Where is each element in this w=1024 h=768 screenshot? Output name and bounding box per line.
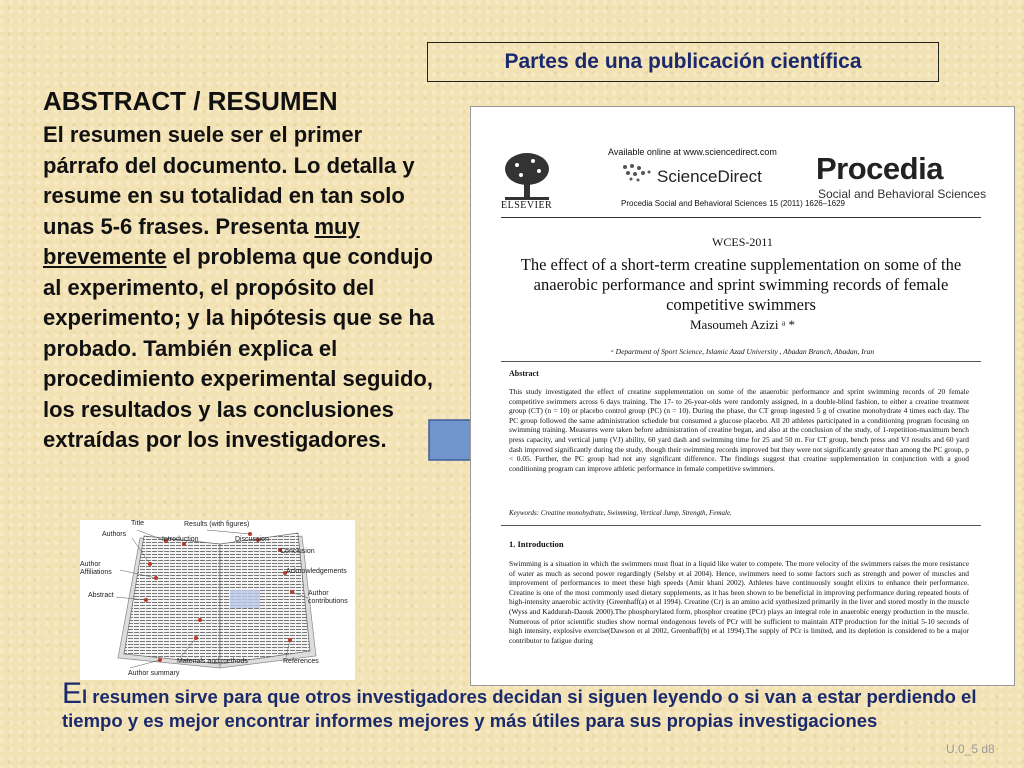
paper-intro-text: Swimming is a situation in which the swimmers must float in a liquid like water to compete. The more velocity of the swimmers raises the more resistance of water as much as second power regardingly (Selsby et al 2004). Hence, swimmers need to some factors such as strength and power of muscles and improvement of performances to meet these high speeds (Amir khani 2002). Athletes have continuously sought elixirs to enhance their performance. Creatine is one of the most commonly used dietary supplements, as it has been shown to be beneficial in improving performance during repeated bouts of high-intensity anaerobic activity (Greenhaff(a) et al 1994). Creatine (Cr) is an amino acid synthesized primarily in the liver and stored mostly in the muscle (Wyss and Kaddurah-Daouk 2000).The phosphorylated form, phosphor creatine (PCr) plays an integral role in anaerobic energy production in the muscle. Numerous of prior scientific studies show normal endogenous levels of PCr will be sufficient to maintain ATP production for the initial 5-10 seconds of high intensity, explosive exercise(Dawson et al 2002, Greenhaff(b) et al 1994).The supply of PCr is limited, and its depletion is considered to be a major contributor to fatigue during bbox=[509, 559, 969, 645]
body-text-underlined: muy brevemente bbox=[43, 213, 360, 269]
label-acknowledgements: Acknowledgements bbox=[286, 568, 347, 575]
abstract-description bbox=[43, 120, 438, 456]
label-title: Title bbox=[131, 520, 144, 527]
paper-journal-citation: Procedia Social and Behavioral Sciences 15 (2011) 1626–1629 bbox=[621, 199, 846, 208]
paper-available-online: Available online at www.sciencedirect.com bbox=[608, 147, 777, 157]
label-conclusion: Conclusion bbox=[280, 548, 315, 555]
bottom-summary bbox=[62, 677, 997, 733]
paper-keywords: Keywords: Creatine monohydrate, Swimming, Vertical Jump, Strength, Female. bbox=[509, 509, 732, 517]
paper-parts-illustration bbox=[80, 520, 355, 680]
section-heading: ABSTRACT / RESUMEN bbox=[43, 86, 338, 116]
paper-abstract-text: This study investigated the effect of creatine supplementation on some of the anaerobic performance and sprint swimming records of 20 female competitive swimmers across 6 days training. The 17- to 26-year-olds were randomly assigned, in a double-blind fashion, to either a creatine treatment group (CT) (n = 10) or placebo control group (PC) (n = 10). During the phase, the CT group ingested 5 g of creatine monohydrate 4 times each day. The PC group followed the same administration schedule but consumed a glucose placebo. All 20 athletes participated in a conditioning program focusing on swimming training. Measures were taken before administration of creatine began, and also at the conclusion of the study, of 1-repetition-maximum bench press capacity, and vertical jump (VJ) ability, 60 yard dash and swimming time for 25 and 50 m. For CT group, bench press and VJ results and 60 yard dash improved significantly during the study, though their swimming records improved but they were not significantly greater than among the PC group, p < 0.05. Further, the PC group had not any significant difference. The findings suggest that creatine supplementation in conjunction with a good conditioning program can improve athletic performance in female competitive swimmers. bbox=[509, 387, 969, 473]
paper-author: Masoumeh Azizi ᵃ * bbox=[689, 317, 795, 332]
sciencedirect-wordmark: ScienceDirect bbox=[657, 167, 762, 186]
label-references: References bbox=[283, 658, 319, 665]
label-authors: Authors bbox=[102, 531, 127, 538]
label-author-summary: Author summary bbox=[128, 670, 180, 677]
label-author-contributions: Author contributions bbox=[308, 590, 348, 605]
bottom-summary-initial: E bbox=[62, 677, 83, 710]
paper-abstract-heading: Abstract bbox=[509, 369, 539, 378]
divider bbox=[501, 525, 981, 526]
label-results: Results (with figures) bbox=[184, 521, 250, 528]
bottom-summary-text: l resumen sirve para que otros investigadores decidan si siguen leyendo o si van a estar perdiendo el tiempo y es mejor encontrar informes mejores y más útiles para sus propias investigaciones bbox=[62, 686, 977, 731]
paper-title: The effect of a short-term creatine supplementation on some of the anaerobic performance and sprint swimming records of female competitive swimmers bbox=[520, 255, 962, 314]
label-discussion: Discussion bbox=[235, 536, 269, 543]
label-materials-methods: Materials and methods bbox=[177, 658, 248, 665]
paper-conference: WCES-2011 bbox=[712, 235, 773, 249]
divider bbox=[501, 217, 981, 218]
elsevier-wordmark: ELSEVIER bbox=[501, 200, 553, 211]
paper-first-page-image bbox=[470, 106, 1015, 686]
procedia-wordmark: Procedia bbox=[816, 151, 943, 186]
sciencedirect-dots-icon bbox=[621, 163, 655, 183]
paper-affiliation: ᵃ Department of Sport Science, Islamic Azad University , Abadan Branch, Abadan, Iran bbox=[610, 347, 875, 356]
slide-title: Partes de una publicación científica bbox=[427, 42, 939, 82]
label-abstract: Abstract bbox=[88, 592, 114, 599]
paper-intro-heading: 1. Introduction bbox=[509, 539, 564, 549]
procedia-subtitle: Social and Behavioral Sciences bbox=[818, 187, 987, 201]
elsevier-tree-logo bbox=[499, 147, 555, 207]
label-author-affiliations: Author Affiliations bbox=[80, 561, 112, 576]
body-text-part-2: el problema que condujo al experimento, el propósito del experimento; y la hipótesis que se ha probado. También explica el procedimiento experimental seguido, los resultados y las conclusiones extraídas por los investigadores. bbox=[43, 244, 435, 452]
slide-code: U.0_5 d8 bbox=[946, 742, 995, 756]
label-introduction: Introduction bbox=[162, 536, 199, 543]
divider bbox=[501, 361, 981, 362]
body-text-part-1: El resumen suele ser el primer párrafo del documento. Lo detalla y resume en su totalidad en tan solo unas 5-6 frases. Presenta bbox=[43, 122, 415, 239]
